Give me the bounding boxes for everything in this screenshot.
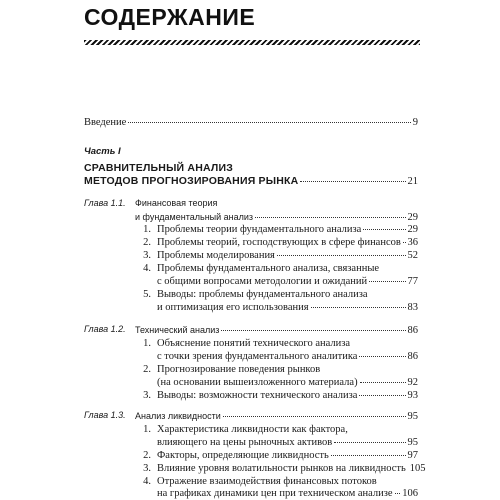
- toc-entry-label: Введение: [84, 117, 127, 128]
- toc-leader-dots: [359, 395, 405, 396]
- toc-page-number: 86: [407, 325, 418, 336]
- toc-page-number: 86: [407, 351, 418, 362]
- toc-page-number: 95: [407, 437, 418, 448]
- toc-section-line1: [135, 476, 377, 487]
- section-title-cont: (на основании вышеизложенного материала): [157, 377, 358, 388]
- chapter-label-1-3: Глава 1.3.: [84, 410, 126, 420]
- toc-page-number: 36: [407, 237, 418, 248]
- toc-leader-dots: [223, 416, 406, 417]
- toc-page-number: 105: [409, 463, 426, 474]
- section-title: Отражение взаимодействия финансовых потоков: [157, 476, 377, 487]
- section-title: Проблемы теории фундаментального анализа: [157, 224, 362, 235]
- section-title: Проблемы моделирования: [157, 250, 275, 261]
- chapter-label-1-2: Глава 1.2.: [84, 324, 126, 334]
- section-number: 3.: [143, 250, 151, 261]
- toc-leader-dots: [128, 122, 410, 123]
- toc-section-line1: [135, 289, 368, 300]
- toc-entry-part-1[interactable]: [84, 175, 418, 188]
- section-title: Факторы, определяющие ликвидность: [157, 450, 329, 461]
- toc-section[interactable]: [135, 250, 418, 262]
- toc-section[interactable]: [135, 450, 418, 462]
- toc-section[interactable]: [135, 390, 418, 402]
- toc-leader-dots: [334, 442, 405, 443]
- toc-section[interactable]: [157, 276, 418, 288]
- section-title: Влияние уровня волатильности рынков на ликвидность: [157, 463, 406, 474]
- toc-section[interactable]: [135, 463, 426, 475]
- section-number: 1.: [143, 338, 151, 349]
- toc-page-number: 97: [407, 450, 418, 461]
- section-number: 2.: [143, 237, 151, 248]
- toc-section[interactable]: [135, 237, 418, 249]
- toc-leader-dots: [277, 255, 406, 256]
- toc-leader-dots: [300, 181, 405, 182]
- toc-leader-dots: [369, 281, 405, 282]
- toc-leader-dots: [395, 493, 401, 494]
- chapter-title-1-2: Технический анализ: [135, 325, 220, 335]
- toc-entry-chapter-1-2[interactable]: [135, 324, 418, 337]
- toc-section[interactable]: [157, 488, 418, 500]
- toc-section[interactable]: [157, 377, 418, 389]
- toc-leader-dots: [360, 382, 406, 383]
- toc-entry-chapter-1-3[interactable]: [135, 410, 418, 423]
- section-number: 5.: [143, 289, 151, 300]
- section-title: Выводы: возможности технического анализа: [157, 390, 358, 401]
- toc-leader-dots: [311, 307, 406, 308]
- section-number: 3.: [143, 463, 151, 474]
- toc-section[interactable]: [157, 437, 418, 449]
- section-title-cont: на графиках динамики цен при техническом анализе: [157, 488, 393, 499]
- toc-leader-dots: [331, 455, 406, 456]
- chapter-label-1-1: Глава 1.1.: [84, 198, 126, 208]
- title-underline: [84, 40, 420, 45]
- section-number: 2.: [143, 450, 151, 461]
- section-title-cont: с общими вопросами методологии и ожиданий: [157, 276, 368, 287]
- toc-page-number: 29: [407, 224, 418, 235]
- toc-leader-dots: [403, 242, 406, 243]
- toc-section-line1: [135, 338, 350, 349]
- section-number: 2.: [143, 364, 151, 375]
- section-title: Характеристика ликвидности как фактора,: [157, 424, 348, 435]
- toc-section[interactable]: [135, 224, 418, 236]
- toc-section[interactable]: [157, 351, 418, 363]
- section-title-cont: и оптимизация его использования: [157, 302, 309, 313]
- section-number: 4.: [143, 263, 151, 274]
- part-label: Часть I: [84, 146, 121, 157]
- toc-page-number: 52: [407, 250, 418, 261]
- section-title: Выводы: проблемы фундаментального анализа: [157, 289, 368, 300]
- section-number: 1.: [143, 224, 151, 235]
- section-number: 1.: [143, 424, 151, 435]
- section-title: Объяснение понятий технического анализа: [157, 338, 351, 349]
- toc-page-number: 92: [407, 377, 418, 388]
- toc-leader-dots: [359, 356, 405, 357]
- section-title-cont: влияющего на цены рыночных активов: [157, 437, 333, 448]
- part-title-line1: СРАВНИТЕЛЬНЫЙ АНАЛИЗ: [84, 162, 233, 174]
- toc-entry-intro[interactable]: [84, 117, 418, 129]
- part-title-line2: МЕТОДОВ ПРОГНОЗИРОВАНИЯ РЫНКА: [84, 175, 299, 187]
- toc-section[interactable]: [157, 302, 418, 314]
- toc-leader-dots: [255, 217, 405, 218]
- toc-section-line1: [135, 364, 320, 375]
- chapter-title-1-1-line1: Финансовая теория: [135, 198, 218, 208]
- toc-page-number: 93: [407, 390, 418, 401]
- chapter-title-1-3: Анализ ликвидности: [135, 411, 221, 421]
- page-title: СОДЕРЖАНИЕ: [84, 4, 256, 30]
- toc-leader-dots: [363, 229, 405, 230]
- chapter-title-1-1-line2: и фундаментальный анализ: [135, 212, 254, 222]
- toc-section-line1: [135, 424, 348, 435]
- toc-section-line1: [135, 263, 379, 274]
- toc-entry-chapter-1-1[interactable]: [135, 211, 418, 224]
- toc-page-number: 21: [407, 176, 418, 187]
- section-title: Проблемы фундаментального анализа, связанные: [157, 263, 380, 274]
- section-title-cont: с точки зрения фундаментального аналитика: [157, 351, 358, 362]
- toc-page-number: 9: [412, 117, 418, 128]
- section-title: Прогнозирование поведения рынков: [157, 364, 321, 375]
- toc-leader-dots: [221, 330, 405, 331]
- toc-page-number: 106: [402, 488, 418, 499]
- section-title: Проблемы теорий, господствующих в сфере финансов: [157, 237, 401, 248]
- section-number: 3.: [143, 390, 151, 401]
- toc-page-number: 83: [407, 302, 418, 313]
- toc-page-number: 29: [407, 212, 418, 223]
- toc-page-number: 77: [407, 276, 418, 287]
- toc-page-number: 95: [407, 411, 418, 422]
- section-number: 4.: [143, 476, 151, 487]
